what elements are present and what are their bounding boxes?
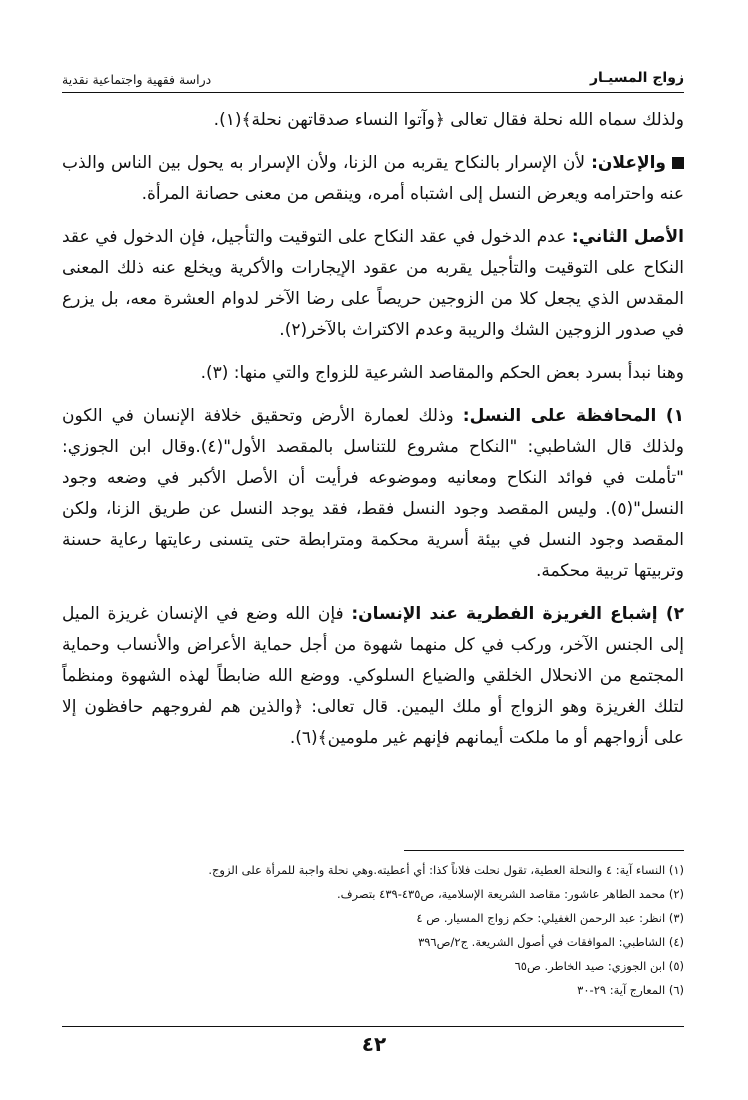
book-subtitle: دراسة فقهية واجتماعية نقدية	[62, 72, 212, 87]
footnote-rule	[404, 850, 684, 851]
paragraph-4-lead: ١) المحافظة على النسل:	[462, 406, 684, 426]
footnote: (٥) ابن الجوزي: صيد الخاطر. ص٦٥	[514, 959, 684, 973]
paragraph-2-text: عدم الدخول في عقد النكاح على التوقيت والتأجيل، فإن الدخول في عقد النكاح على التوقيت والتأجيل يقربه من عقود الإيجارات والأكرية ويخلع عنه ذلك المعنى المقدس الذي يجعل كلا من الزوجين حريصاً على رضا الآخر لدوام العشرة معه، بل يزرع في صدور الزوجين الشك والريبة وعدم الاكتراث بالآخر(٢).	[62, 227, 684, 340]
footnote: (٦) المعارج آية: ٢٩-٣٠	[577, 983, 684, 997]
book-title: زواج المسيـار	[589, 70, 684, 86]
paragraph-1-text: لأن الإسرار بالنكاح يقربه من الزنا، ولأن الإسرار به يحول بين الناس والذب عنه واحترامه ويعرض النسل إلى اشتباه أمره، وينقص من معنى حصانة المرأة.	[62, 153, 684, 204]
footnote: (٢) محمد الطاهر عاشور: مقاصد الشريعة الإسلامية، ص٤٣٥-٤٣٩ بتصرف.	[336, 887, 684, 901]
paragraph-5-text: فإن الله وضع في الإنسان غريزة الميل إلى الجنس الآخر، وركب في كل منهما شهوة من أجل حماية الأعراض والأنساب وحماية المجتمع من الانحلال الخلقي والضياع السلوكي. ووضع الله ضابطاً لهذه الشهوة ومنظماً لتلك الغريزة وهو الزواج أو ملك اليمين. قال تعالى: ﴿والذين هم لفروجهم حافظون إلا على أزواجهم أو ما ملكت أيمانهم فإنهم غير ملومين﴾(٦).	[62, 604, 684, 748]
page-number: ٤٢	[361, 1032, 387, 1056]
footnote: (٤) الشاطبي: الموافقات في أصول الشريعة. ج٢/ص٣٩٦	[418, 935, 684, 949]
paragraph-2	[62, 222, 684, 346]
running-header	[62, 70, 684, 100]
header-rule	[62, 92, 684, 93]
paragraph-4	[62, 401, 684, 587]
paragraph-0: ولذلك سماه الله نحلة فقال تعالى ﴿وآتوا النساء صدقاتهن نحلة﴾(١).	[213, 110, 684, 130]
paragraph-1	[62, 148, 684, 210]
footnote: (٣) انظر: عبد الرحمن الغفيلي: حكم زواج المسيار. ص ٤	[416, 911, 684, 925]
footnotes	[62, 858, 684, 1002]
paragraph-2-lead: الأصل الثاني:	[571, 227, 685, 247]
paragraph-5-lead: ٢) إشباع الغريزة الفطرية عند الإنسان:	[351, 604, 684, 624]
paragraph-4-text: وذلك لعمارة الأرض وتحقيق خلافة الإنسان في الكون ولذلك قال الشاطبي: "النكاح مشروع للتناسل بالمقصد الأول"(٤).وقال ابن الجوزي: "تأملت في فوائد النكاح ومعانيه وموضوعه فرأيت أن الأصل الأكبر في وضعه وجود النسل"(٥). وليس المقصد وجود النسل فقط، فقد يوجد النسل عن طريق الزنا، ولكن المقصد وجود النسل في بيئة أسرية محكمة ومترابطة حتى يتسنى رعايتها رعاية حسنة وتربيتها تربية محكمة.	[62, 406, 684, 581]
square-bullet-icon	[672, 157, 684, 169]
paragraph-5	[62, 599, 684, 754]
footnote: (١) النساء آية: ٤ والنحلة العطية، تقول نحلت فلاناً كذا: أي أعطيته.وهي نحلة واجبة للمرأة على الزوج.	[208, 863, 684, 877]
paragraph-1-lead: والإعلان:	[591, 153, 666, 173]
body-text	[62, 105, 684, 766]
bottom-rule	[62, 1026, 684, 1027]
paragraph-3: وهنا نبدأ بسرد بعض الحكم والمقاصد الشرعية للزواج والتي منها: (٣).	[200, 363, 684, 383]
